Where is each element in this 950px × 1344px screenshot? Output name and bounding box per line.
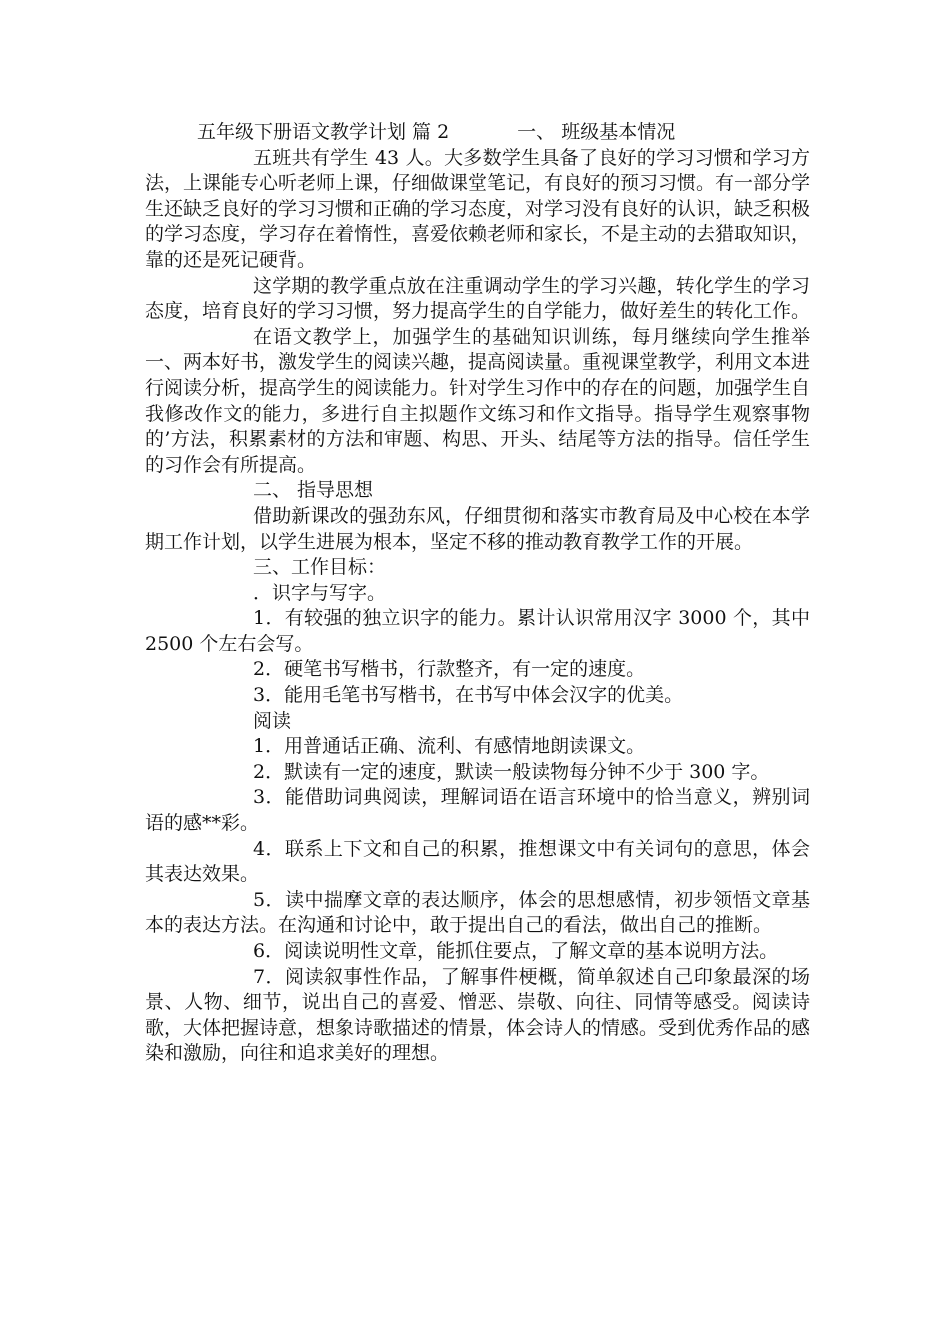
section2-heading: 二、 指导思想 [253,479,374,502]
document-page [145,120,810,1067]
section1-heading: 一、 班级基本情况 [517,121,676,143]
section2-text: 借助新课改的强劲东风，仔细贯彻和落实市教育局及中心校在本学期工作计划，以学生进展为根本，坚定不移的推动教育教学工作的开展。 [145,504,810,553]
sub2-item-3: 3．能借助词典阅读，理解词语在语言环境中的恰当意义，辨别词语的感**彩。 [145,786,810,835]
paragraph-1: 五班共有学生 43 人。大多数学生具备了良好的学习习惯和学习方法，上课能专心听老师上课，仔细做课堂笔记，有良好的预习习惯。有一部分学生还缺乏良好的学习习惯和正确的学习态度，对学习没有良好的认识，缺乏积极的学习态度，学习存在着惰性，喜爱依赖老师和家长，不是主动的去猎取知识，靠的还是死记硬背。 [145,146,811,271]
title-line [145,120,810,146]
sub1-item-2: 2．硬笔书写楷书，行款整齐，有一定的速度。 [253,658,646,681]
sub2-item-5: 5．读中揣摩文章的表达顺序，体会的思想感情，初步领悟文章基本的表达方法。在沟通和讨论中，敢于提出自己的看法，做出自己的推断。 [145,888,810,937]
sub1-heading: ．识字与写字。 [253,581,387,604]
sub2-item-7: 7．阅读叙事性作品，了解事件梗概，简单叙述自己印象最深的场景、人物、细节，说出自己的喜爱、憎恶、崇敬、向往、同情等感受。阅读诗歌，大体把握诗意，想象诗歌描述的情景，体会诗人的情感。受到优秀作品的感染和激励，向往和追求美好的理想。 [145,965,811,1065]
paragraph-2: 这学期的教学重点放在注重调动学生的学习兴趣，转化学生的学习态度，培育良好的学习习惯，努力提高学生的自学能力，做好差生的转化工作。 [145,274,811,323]
document-title: 五年级下册语文教学计划 篇 2 [197,121,450,143]
sub2-item-6: 6．阅读说明性文章，能抓住要点，了解文章的基本说明方法。 [253,940,779,962]
sub1-item-1: 1．有较强的独立识字的能力。累计认识常用汉字 3000 个，其中 2500 个左右会写。 [145,607,810,655]
paragraph-3: 在语文教学上，加强学生的基础知识训练，每月继续向学生推举一、两本好书，激发学生的阅读兴趣，提高阅读量。重视课堂教学，利用文本进行阅读分析，提高学生的阅读能力。针对学生习作中的存在的问题，加强学生自我修改作文的能力，多进行自主拟题作文练习和作文指导。指导学生观察事物的’方法，积累素材的方法和审题、构思、开头、结尾等方法的指导。信任学生的习作会有所提高。 [145,325,811,476]
sub2-heading: 阅读 [253,709,292,732]
sub2-item-1: 1．用普通话正确、流利、有感情地朗读课文。 [253,735,646,758]
sub2-item-4: 4．联系上下文和自己的积累，推想课文中有关词句的意思，体会其表达效果。 [145,837,810,886]
section3-heading: 三、工作目标： [253,556,387,579]
sub2-item-2: 2．默读有一定的速度，默读一般读物每分钟不少于 300 字。 [253,760,770,783]
sub1-item-3: 3．能用毛笔书写楷书，在书写中体会汉字的优美。 [253,684,684,707]
